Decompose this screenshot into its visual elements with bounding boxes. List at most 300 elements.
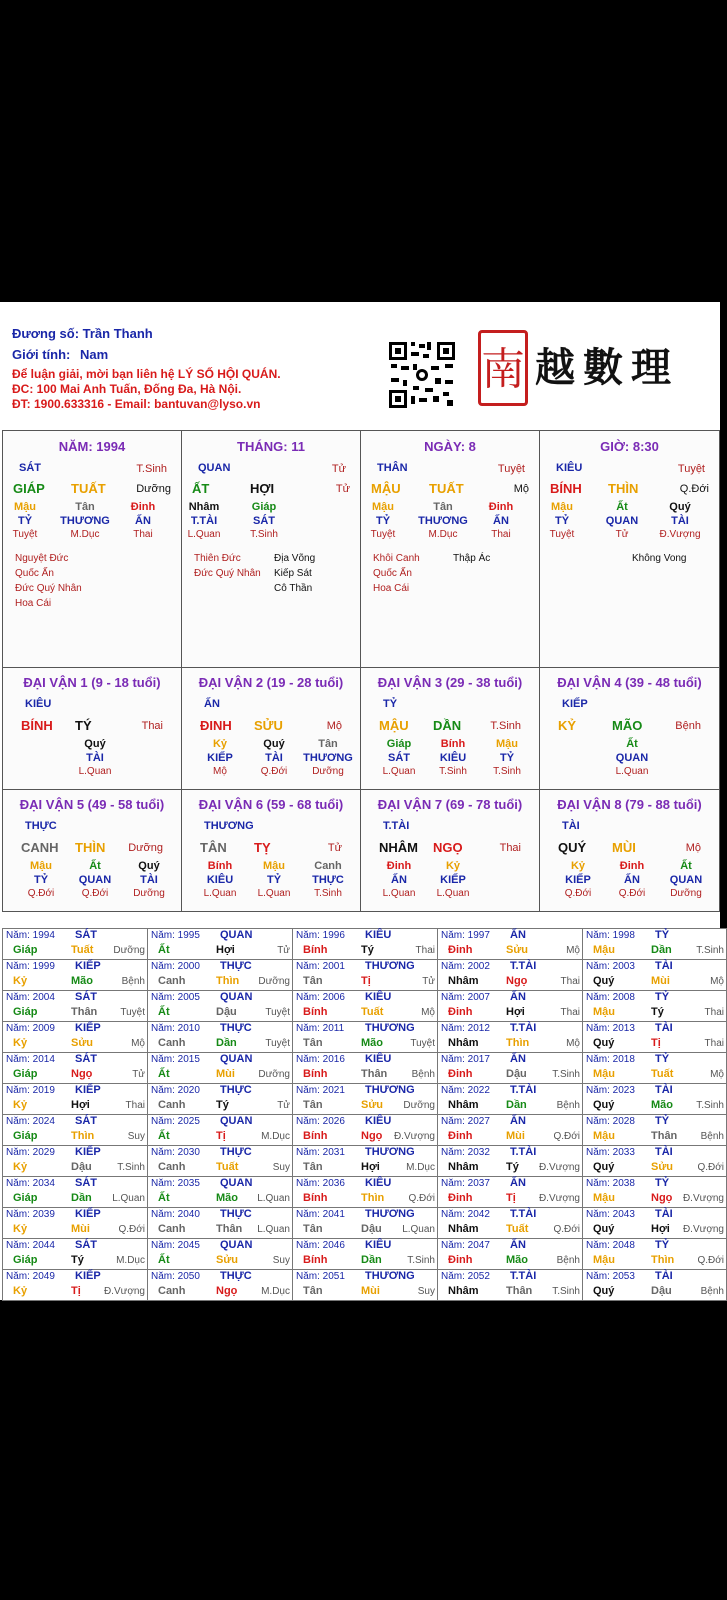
year-phase: T.Sinh	[407, 1255, 435, 1266]
hidden-stem: Đinh	[130, 501, 156, 513]
year-phase: T.Sinh	[696, 1100, 724, 1111]
year-label: Năm: 2008	[586, 992, 635, 1003]
year-god: KIẾP	[75, 1146, 101, 1158]
pillar-branch: TUẤT	[71, 481, 106, 496]
year-stem: Quý	[593, 975, 615, 987]
year-god: TỶ	[655, 1177, 670, 1189]
year-god: SÁT	[75, 1177, 97, 1189]
year-cell[interactable]	[292, 1083, 438, 1115]
year-cell[interactable]	[147, 1269, 293, 1301]
year-stem: Giáp	[13, 944, 38, 956]
year-branch: Tuất	[506, 1223, 529, 1235]
hidden-god: KIÊU	[439, 752, 467, 764]
dai-van-phase: Bệnh	[675, 720, 701, 732]
year-cell[interactable]	[582, 1238, 727, 1270]
year-label: Năm: 2047	[441, 1240, 490, 1251]
year-label: Năm: 2052	[441, 1271, 490, 1282]
hidden-state: Thai	[491, 529, 511, 540]
year-label: Năm: 2035	[151, 1178, 200, 1189]
year-label: Năm: 2049	[6, 1271, 55, 1282]
year-label: Năm: 2022	[441, 1085, 490, 1096]
year-cell[interactable]	[147, 1052, 293, 1084]
year-phase: Suy	[417, 1286, 435, 1297]
hidden-stem: Quý	[84, 738, 106, 750]
year-cell[interactable]	[292, 990, 438, 1022]
hidden-stem: Kỷ	[445, 860, 461, 872]
year-cell[interactable]	[147, 928, 293, 960]
year-god: THỰC	[220, 1270, 252, 1282]
year-branch: Tý	[71, 1254, 84, 1266]
dai-van-phase: Tử	[327, 842, 342, 854]
year-cell[interactable]	[2, 1114, 148, 1146]
year-god: THỰC	[220, 1208, 252, 1220]
qr-code-icon[interactable]	[387, 340, 457, 410]
year-god: QUAN	[220, 1053, 253, 1065]
year-god: THƯƠNG	[365, 960, 415, 972]
year-god: THỰC	[220, 1146, 252, 1158]
year-god: QUAN	[220, 991, 253, 1003]
year-stem: Bính	[303, 1254, 328, 1266]
year-god: THƯƠNG	[365, 1208, 415, 1220]
year-cell[interactable]	[147, 1083, 293, 1115]
year-branch: Thìn	[71, 1130, 95, 1142]
hidden-stem: Đinh	[488, 501, 514, 513]
hidden-stem: Đinh	[619, 860, 645, 872]
star-right: Cô Thần	[274, 583, 313, 594]
hidden-god: TÀI	[671, 515, 689, 527]
hidden-state: M.Dục	[428, 529, 458, 540]
year-cell[interactable]	[437, 1021, 583, 1053]
hidden-god: TỶ	[33, 874, 49, 886]
year-branch: Tý	[651, 1006, 664, 1018]
year-god: THỰC	[220, 1022, 252, 1034]
hidden-state: Q.Đới	[564, 888, 592, 899]
year-cell[interactable]	[437, 1145, 583, 1177]
year-phase: Đ.Vượng	[538, 1193, 580, 1204]
star-left: Khôi Canh	[373, 553, 420, 564]
year-cell[interactable]	[582, 1021, 727, 1053]
pillar-2	[181, 430, 361, 668]
year-phase: L.Quan	[257, 1224, 290, 1235]
year-god: THƯƠNG	[365, 1022, 415, 1034]
dai-van-branch: NGỌ	[433, 840, 463, 855]
year-branch: Hợi	[216, 944, 235, 956]
pillar-stem: BÍNH	[550, 481, 582, 496]
year-branch: Hợi	[506, 1006, 525, 1018]
hidden-god: TÀI	[86, 752, 104, 764]
year-cell[interactable]	[582, 1114, 727, 1146]
year-cell[interactable]	[437, 1269, 583, 1301]
dai-van-title: ĐẠI VẬN 4 (39 - 48 tuổi)	[557, 675, 702, 690]
year-label: Năm: 2024	[6, 1116, 55, 1127]
hidden-stem: Bính	[207, 860, 233, 872]
year-god: TÀI	[655, 960, 673, 972]
dai-van-stem: BÍNH	[21, 718, 53, 733]
hidden-state: Tuyệt	[370, 529, 396, 540]
hidden-stem: Kỷ	[570, 860, 586, 872]
year-phase: Tử	[422, 976, 435, 987]
year-label: Năm: 2038	[586, 1178, 635, 1189]
hidden-stem: Ất	[680, 860, 692, 872]
year-branch: Tị	[651, 1037, 661, 1049]
year-label: Năm: 2048	[586, 1240, 635, 1251]
year-branch: Mão	[506, 1254, 528, 1266]
year-cell[interactable]	[2, 1083, 148, 1115]
year-label: Năm: 2005	[151, 992, 200, 1003]
year-label: Năm: 2002	[441, 961, 490, 972]
hidden-stem: Tân	[433, 501, 453, 513]
year-phase: Mộ	[131, 1038, 145, 1049]
year-cell[interactable]	[147, 1176, 293, 1208]
year-stem: Giáp	[13, 1068, 38, 1080]
dai-van-stem: TÂN	[200, 840, 227, 855]
dai-van-stem: QUÝ	[558, 840, 587, 855]
year-god: ẤN	[510, 991, 526, 1003]
year-cell[interactable]	[582, 1207, 727, 1239]
year-god: TÀI	[655, 1022, 673, 1034]
dai-van-god: KIẾP	[562, 698, 588, 710]
year-branch: Ngọ	[216, 1285, 238, 1297]
year-cell[interactable]	[292, 928, 438, 960]
year-label: Năm: 2020	[151, 1085, 200, 1096]
pillar-god: KIÊU	[556, 462, 583, 474]
year-phase: Suy	[272, 1255, 290, 1266]
year-branch: Tý	[361, 944, 374, 956]
year-cell[interactable]	[582, 1083, 727, 1115]
year-god: QUAN	[220, 929, 253, 941]
dai-van-stem: KỶ	[558, 718, 577, 733]
year-cell[interactable]	[2, 1269, 148, 1301]
year-label: Năm: 2000	[151, 961, 200, 972]
year-cell[interactable]	[437, 959, 583, 991]
year-label: Năm: 2040	[151, 1209, 200, 1220]
year-label: Năm: 1999	[6, 961, 55, 972]
year-cell[interactable]	[437, 1238, 583, 1270]
pillar-god: SÁT	[19, 462, 41, 474]
year-god: KIẾP	[75, 1084, 101, 1096]
year-phase: Thai	[560, 976, 580, 987]
phone-email-line[interactable]: ĐT: 1900.633316 - Email: bantuvan@lyso.vn	[12, 397, 261, 411]
year-cell[interactable]	[582, 1052, 727, 1084]
year-stem: Kỷ	[13, 1161, 28, 1173]
year-phase: Đ.Vượng	[682, 1224, 724, 1235]
hidden-god: ẤN	[624, 874, 640, 886]
year-label: Năm: 2004	[6, 992, 55, 1003]
year-label: Năm: 2039	[6, 1209, 55, 1220]
year-cell[interactable]	[292, 1238, 438, 1270]
year-phase: Tử	[277, 945, 290, 956]
dai-van-god: KIÊU	[25, 698, 52, 710]
year-cell[interactable]	[147, 1114, 293, 1146]
year-stem: Quý	[593, 1099, 615, 1111]
year-label: Năm: 2036	[296, 1178, 345, 1189]
year-label: Năm: 2025	[151, 1116, 200, 1127]
year-label: Năm: 2029	[6, 1147, 55, 1158]
hidden-god: THƯƠNG	[418, 515, 468, 527]
year-phase: M.Dục	[261, 1286, 290, 1297]
year-cell[interactable]	[292, 1114, 438, 1146]
year-stem: Nhâm	[448, 1037, 479, 1049]
year-phase: M.Dục	[261, 1131, 290, 1142]
year-cell[interactable]	[292, 1269, 438, 1301]
year-stem: Kỷ	[13, 1285, 28, 1297]
annual-luck-grid	[2, 928, 724, 1300]
dai-van-5	[2, 789, 182, 912]
star-right: Không Vong	[632, 553, 687, 564]
year-god: KIÊU	[365, 1053, 392, 1065]
year-cell[interactable]	[147, 959, 293, 991]
dai-van-god: TỶ	[383, 698, 398, 710]
dai-van-god: THỰC	[25, 820, 57, 832]
year-cell[interactable]	[147, 1238, 293, 1270]
year-god: ẤN	[510, 1177, 526, 1189]
pillar-top-state: Tuyệt	[677, 463, 705, 475]
dai-van-stem: CANH	[21, 840, 59, 855]
year-branch: Mão	[71, 975, 93, 987]
year-phase: Bệnh	[556, 1255, 580, 1266]
year-god: SÁT	[75, 1053, 97, 1065]
year-branch: Sửu	[361, 1099, 384, 1111]
year-cell[interactable]	[147, 1145, 293, 1177]
year-god: SÁT	[75, 991, 97, 1003]
year-god: THƯƠNG	[365, 1146, 415, 1158]
year-cell[interactable]	[437, 1176, 583, 1208]
gender-value: Nam	[79, 347, 109, 362]
year-cell[interactable]	[147, 1207, 293, 1239]
year-label: Năm: 2021	[296, 1085, 345, 1096]
year-stem: Tân	[303, 1161, 323, 1173]
year-stem: Ất	[158, 1254, 170, 1266]
dai-van-god: ẤN	[204, 698, 220, 710]
pillar-stem: MẬU	[371, 481, 401, 496]
year-cell[interactable]	[292, 1021, 438, 1053]
year-label: Năm: 2046	[296, 1240, 345, 1251]
hidden-god: KIÊU	[206, 874, 234, 886]
year-phase: Dưỡng	[113, 945, 145, 956]
year-stem: Tân	[303, 1037, 323, 1049]
dai-van-stem: MẬU	[379, 718, 409, 733]
dai-van-branch: MÙI	[612, 840, 636, 855]
year-cell[interactable]	[147, 990, 293, 1022]
year-label: Năm: 2023	[586, 1085, 635, 1096]
year-phase: Mộ	[566, 1038, 580, 1049]
year-cell[interactable]	[2, 1145, 148, 1177]
hidden-stem: Mậu	[263, 860, 285, 872]
pillar-title: GIỜ: 8:30	[600, 439, 659, 454]
pillar-title: THÁNG: 11	[237, 439, 305, 454]
year-cell[interactable]	[582, 959, 727, 991]
hidden-god: ẤN	[391, 874, 407, 886]
year-label: Năm: 1994	[6, 930, 55, 941]
year-stem: Mậu	[593, 1006, 615, 1018]
year-branch: Hợi	[651, 1223, 670, 1235]
year-branch: Mùi	[651, 975, 670, 987]
year-cell[interactable]	[292, 1145, 438, 1177]
pillar-branch: TUẤT	[429, 481, 464, 496]
year-branch: Tý	[216, 1099, 229, 1111]
year-god: THỰC	[220, 1084, 252, 1096]
year-cell[interactable]	[582, 1176, 727, 1208]
year-cell[interactable]	[292, 959, 438, 991]
year-stem: Mậu	[593, 1254, 615, 1266]
year-stem: Bính	[303, 1192, 328, 1204]
year-cell[interactable]	[2, 990, 148, 1022]
year-cell[interactable]	[2, 1207, 148, 1239]
year-cell[interactable]	[582, 990, 727, 1022]
pillar-branch: HỢI	[250, 481, 275, 496]
year-label: Năm: 2051	[296, 1271, 345, 1282]
hidden-state: Tử	[615, 529, 629, 540]
year-god: THỰC	[220, 960, 252, 972]
star-right: Thập Ác	[453, 553, 491, 564]
year-cell[interactable]	[437, 1207, 583, 1239]
year-branch: Tuất	[651, 1068, 674, 1080]
year-label: Năm: 2041	[296, 1209, 345, 1220]
year-cell[interactable]	[437, 928, 583, 960]
year-label: Năm: 2014	[6, 1054, 55, 1065]
year-stem: Tân	[303, 975, 323, 987]
year-stem: Tân	[303, 1223, 323, 1235]
year-branch: Dần	[506, 1099, 527, 1111]
star-left: Nguyệt Đức	[15, 553, 69, 564]
year-cell[interactable]	[582, 928, 727, 960]
year-stem: Giáp	[13, 1192, 38, 1204]
dai-van-phase: Dưỡng	[128, 842, 163, 854]
year-branch: Dậu	[651, 1285, 672, 1297]
pillar-phase: Dưỡng	[136, 483, 171, 495]
hidden-god: THƯƠNG	[303, 752, 353, 764]
year-cell[interactable]	[582, 1145, 727, 1177]
year-phase: Tuyệt	[265, 1007, 290, 1018]
year-stem: Ất	[158, 944, 170, 956]
dai-van-title: ĐẠI VẬN 8 (79 - 88 tuổi)	[557, 797, 702, 812]
star-left: Thiên Đức	[194, 553, 241, 564]
year-god: T.TÀI	[510, 1146, 537, 1158]
year-phase: L.Quan	[112, 1193, 145, 1204]
year-cell[interactable]	[147, 1021, 293, 1053]
hidden-stem: Mậu	[551, 501, 573, 513]
pillar-god: QUAN	[198, 462, 231, 474]
hidden-state: T.Sinh	[439, 766, 467, 777]
year-branch: Thìn	[651, 1254, 675, 1266]
year-god: KIẾP	[75, 1208, 101, 1220]
year-phase: L.Quan	[257, 1193, 290, 1204]
year-cell[interactable]	[2, 1021, 148, 1053]
dai-van-title: ĐẠI VẬN 6 (59 - 68 tuổi)	[198, 797, 344, 812]
year-label: Năm: 2003	[586, 961, 635, 972]
year-cell[interactable]	[2, 1238, 148, 1270]
year-cell[interactable]	[292, 1052, 438, 1084]
hidden-state: L.Quan	[382, 888, 416, 899]
hidden-god: TỶ	[499, 752, 515, 764]
hidden-state: L.Quan	[203, 888, 237, 899]
year-cell[interactable]	[2, 1176, 148, 1208]
year-label: Năm: 2031	[296, 1147, 345, 1158]
year-label: Năm: 2045	[151, 1240, 200, 1251]
hidden-stem: Ất	[616, 501, 628, 513]
year-phase: Dưỡng	[258, 976, 290, 987]
dai-van-branch: TÝ	[75, 718, 92, 733]
year-branch: Dậu	[361, 1223, 382, 1235]
year-branch: Dần	[71, 1192, 92, 1204]
year-god: KIÊU	[365, 929, 392, 941]
dai-van-phase: Mộ	[685, 842, 701, 854]
dai-van-branch: SỬU	[254, 718, 283, 733]
year-label: Năm: 2043	[586, 1209, 635, 1220]
hidden-state: L.Quan	[436, 888, 470, 899]
year-god: SÁT	[75, 1239, 97, 1251]
year-branch: Sửu	[216, 1254, 239, 1266]
year-label: Năm: 2012	[441, 1023, 490, 1034]
year-god: TỶ	[655, 1239, 670, 1251]
year-branch: Thân	[71, 1006, 98, 1018]
hidden-state: Q.Đới	[81, 888, 109, 899]
brand-logo-text: 越數理	[535, 344, 679, 391]
pillar-phase: Q.Đới	[679, 483, 709, 495]
dai-van-branch: THÌN	[75, 840, 106, 855]
year-cell[interactable]	[437, 1114, 583, 1146]
year-branch: Mão	[651, 1099, 673, 1111]
hidden-god: THƯƠNG	[60, 515, 110, 527]
year-cell[interactable]	[437, 1052, 583, 1084]
year-cell[interactable]	[437, 1083, 583, 1115]
hidden-god: QUAN	[605, 515, 639, 527]
year-branch: Sửu	[651, 1161, 674, 1173]
year-stem: Đinh	[448, 944, 473, 956]
pillar-phase: Tử	[335, 483, 350, 495]
hidden-god: THỰC	[312, 874, 344, 886]
year-god: QUAN	[220, 1239, 253, 1251]
hidden-god: ẤN	[135, 515, 151, 527]
year-stem: Mậu	[593, 944, 615, 956]
year-cell[interactable]	[2, 928, 148, 960]
year-stem: Giáp	[13, 1130, 38, 1142]
dai-van-title: ĐẠI VẬN 3 (29 - 38 tuổi)	[377, 675, 523, 690]
year-god: T.TÀI	[510, 960, 537, 972]
year-phase: Bệnh	[700, 1131, 724, 1142]
year-god: T.TÀI	[510, 1270, 537, 1282]
year-phase: Tuyệt	[265, 1038, 290, 1049]
year-god: SÁT	[75, 929, 97, 941]
year-god: KIÊU	[365, 1115, 392, 1127]
year-label: Năm: 2010	[151, 1023, 200, 1034]
pillar-stem: ẤT	[192, 481, 210, 496]
year-stem: Canh	[158, 1161, 186, 1173]
star-left: Hoa Cái	[15, 598, 52, 609]
year-cell[interactable]	[292, 1176, 438, 1208]
year-cell[interactable]	[292, 1207, 438, 1239]
year-stem: Mậu	[593, 1068, 615, 1080]
year-branch: Tuất	[216, 1161, 239, 1173]
year-branch: Sửu	[71, 1037, 94, 1049]
year-cell[interactable]	[2, 1052, 148, 1084]
year-god: ẤN	[510, 929, 526, 941]
hidden-stem: Giáp	[386, 738, 412, 750]
hidden-state: Mộ	[213, 766, 227, 777]
dai-van-phase: Thai	[499, 842, 521, 854]
dai-van-title: ĐẠI VẬN 2 (19 - 28 tuổi)	[198, 675, 344, 690]
year-branch: Thìn	[216, 975, 240, 987]
year-stem: Canh	[158, 1099, 186, 1111]
four-pillars-chart	[2, 430, 720, 922]
year-stem: Quý	[593, 1161, 615, 1173]
pillar-3	[360, 430, 540, 668]
year-label: Năm: 2030	[151, 1147, 200, 1158]
year-cell[interactable]	[437, 990, 583, 1022]
year-cell[interactable]	[2, 959, 148, 991]
year-label: Năm: 2028	[586, 1116, 635, 1127]
year-cell[interactable]	[582, 1269, 727, 1301]
